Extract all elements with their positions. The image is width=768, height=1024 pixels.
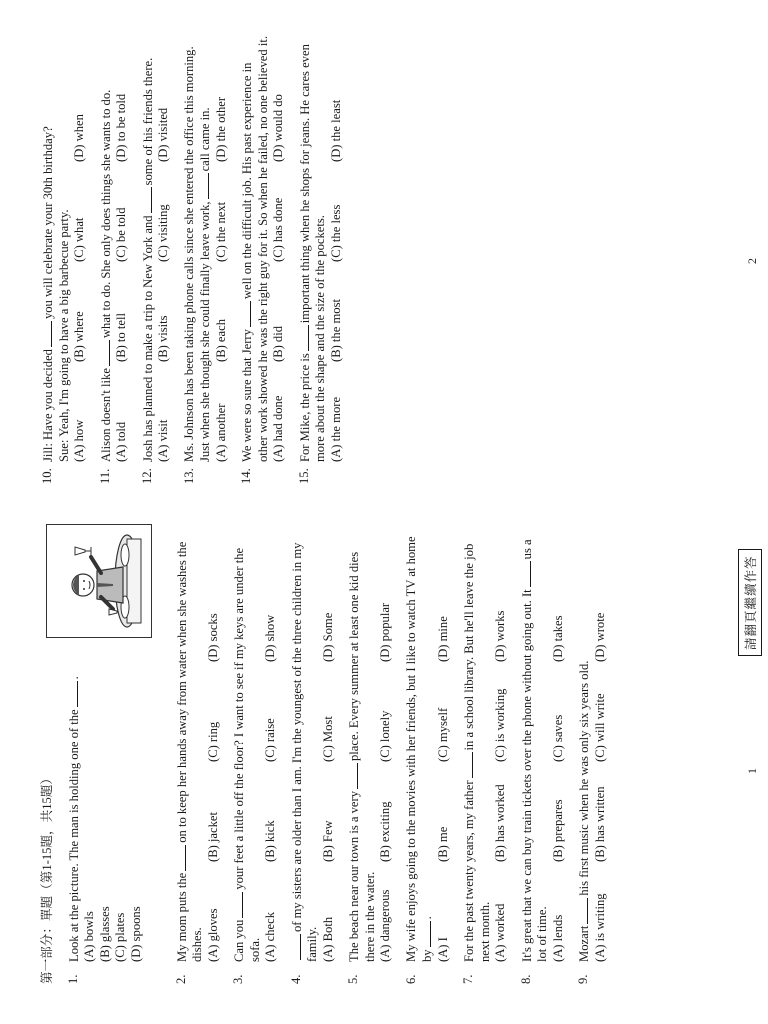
option-c: (C) saves — [550, 714, 565, 762]
question-text-a: Alison doesn't like — [98, 368, 113, 462]
page-number-left: 1 — [745, 768, 759, 774]
answer-blank — [297, 325, 309, 351]
answer-options — [114, 34, 130, 462]
option-a: (A) check — [263, 912, 277, 962]
question-7 — [461, 534, 509, 984]
question-text-a: Jill: Have you decided — [41, 349, 55, 462]
waiter-drawing-icon — [47, 525, 151, 637]
option-c: (C) raise — [263, 718, 277, 762]
answer-blank — [289, 934, 301, 960]
answer-blank — [66, 681, 78, 707]
option-d: (D) the other — [213, 96, 228, 162]
option-d: (D) to be told — [114, 93, 128, 162]
answer-options — [551, 534, 567, 962]
right-column — [40, 34, 354, 484]
question-text-a: It's great that we can buy train tickets over the phone without going out. It — [519, 589, 534, 962]
question-13 — [182, 34, 230, 484]
question-5 — [346, 534, 394, 984]
question-text-b: us a lot of time. — [519, 539, 549, 962]
question-11 — [98, 34, 130, 484]
question-text — [140, 34, 157, 462]
option-b: (B) Few — [320, 820, 335, 862]
option-b: (B) prepares — [550, 799, 565, 862]
option-a: (A) is writing — [592, 893, 607, 962]
question-text-b: in a school library. But he'll leave the job next month. — [462, 543, 492, 962]
option-a: (A) the more — [328, 396, 343, 462]
question-number: 8. — [518, 974, 533, 984]
answer-blank — [40, 321, 52, 347]
option-b: (B) the most — [328, 299, 343, 362]
question-text-b: . — [420, 916, 434, 920]
question-number: 12. — [139, 468, 154, 484]
question-text-a: For Mike, the price is — [297, 353, 312, 462]
answer-blank — [419, 921, 431, 947]
question-number: 15. — [296, 468, 311, 484]
option-d: (D) socks — [205, 613, 220, 662]
question-text-b: of my sisters are older than I am. I'm the youngest of the three children in my family. — [289, 542, 319, 962]
option-b: (B) glasses — [97, 906, 112, 962]
question-9 — [576, 534, 608, 984]
option-a: (A) I — [435, 937, 450, 962]
option-c: (C) has done — [271, 197, 285, 262]
option-b: (B) to tell — [114, 313, 128, 362]
question-text-b: you will celebrate your 30th birthday? — [41, 126, 55, 320]
question-text — [98, 34, 115, 462]
option-c: (C) will write — [592, 693, 607, 762]
answer-blank — [174, 845, 186, 871]
option-b: (B) has worked — [493, 784, 507, 862]
question-text — [40, 34, 57, 462]
question-text — [346, 534, 378, 962]
question-number: 2. — [173, 974, 188, 984]
question-text-b: what to do. She only does things she wants to do. — [98, 89, 113, 339]
answer-options — [72, 34, 88, 462]
question-6 — [404, 534, 452, 984]
answer-options — [593, 534, 609, 962]
answer-options — [378, 534, 394, 962]
option-d: (D) Some — [320, 612, 335, 662]
question-2 — [174, 534, 222, 984]
question-text-b: call came in. — [198, 107, 212, 172]
answer-blank — [346, 763, 358, 789]
option-d: (D) wrote — [592, 612, 607, 662]
question-text — [289, 534, 321, 962]
question-text-b: his first music when he was only six years old. — [577, 660, 591, 896]
question-text — [174, 534, 206, 962]
question-text — [239, 34, 271, 462]
option-d: (D) mine — [435, 616, 450, 662]
option-c: (C) be told — [114, 207, 128, 262]
question-4 — [289, 534, 337, 984]
question-text-a: Look at the picture. The man is holding one of the — [66, 709, 81, 962]
page-number-right: 2 — [745, 258, 759, 264]
question-text — [404, 534, 436, 962]
question-number: 4. — [288, 974, 303, 984]
answer-blank — [140, 187, 152, 213]
answer-options — [263, 534, 279, 962]
question-text-a: Can you — [232, 919, 246, 962]
question-3 — [231, 534, 279, 984]
question-15 — [297, 34, 345, 484]
option-a: (A) gloves — [205, 908, 220, 962]
option-a: (A) worked — [493, 903, 507, 962]
option-a: (A) how — [72, 419, 86, 462]
question-text — [297, 34, 329, 462]
left-column — [40, 534, 618, 984]
option-d: (D) show — [263, 614, 277, 662]
option-c: (C) is working — [493, 688, 507, 762]
option-d: (D) popular — [378, 602, 392, 662]
turn-page-notice: 請翻頁繼續作答 — [738, 549, 762, 656]
answer-options — [214, 34, 230, 462]
answer-options — [321, 534, 337, 962]
answer-blank — [197, 173, 209, 199]
option-c: (C) the less — [328, 204, 343, 262]
question-text — [461, 534, 493, 962]
question-text-b: well on the difficult job. His past experience in other work showed he was the right guy for it. So when he failed, no one believed it. — [240, 36, 270, 462]
option-d: (D) spoons — [128, 906, 143, 962]
option-c: (C) ring — [205, 721, 220, 762]
answer-options — [206, 534, 222, 962]
question-text-a: Mozart — [577, 925, 591, 962]
question-text-a: For the past twenty years, my father — [462, 780, 476, 962]
option-a: (A) lends — [550, 914, 565, 962]
question-text — [182, 34, 214, 462]
answer-blank — [576, 898, 588, 924]
option-d: (D) when — [72, 114, 86, 162]
question-14 — [239, 34, 287, 484]
answer-options — [156, 34, 172, 462]
answer-blank — [461, 752, 473, 778]
question-text-a: The beach near our town is a very — [347, 791, 361, 962]
question-number: 7. — [461, 974, 475, 984]
question-number: 13. — [181, 468, 196, 484]
question-number: 9. — [576, 974, 590, 984]
question-number: 10. — [40, 468, 54, 484]
question-8 — [519, 534, 567, 984]
question-text-a: Josh has planned to make a trip to New York and — [140, 215, 155, 462]
question-text-a: Ms. Johnson has been taking phone calls since she entered the office this morning. Just when she thought she could finally leave work, — [181, 46, 212, 462]
answer-options — [271, 34, 287, 462]
option-a: (A) Both — [320, 916, 335, 962]
question-text — [231, 534, 263, 962]
option-c: (C) Most — [320, 716, 335, 762]
option-c: (C) what — [72, 217, 86, 262]
option-b: (B) did — [271, 325, 285, 362]
option-a: (A) bowls — [82, 911, 96, 962]
option-c: (C) myself — [435, 707, 450, 762]
question-text-b: . — [66, 676, 81, 680]
question-number: 3. — [231, 974, 245, 984]
option-b: (B) where — [72, 311, 86, 362]
question-number: 6. — [403, 974, 418, 984]
option-c: (C) visiting — [156, 204, 170, 262]
option-a: (A) had done — [271, 395, 285, 462]
question-text-b: place. Every summer at least one kid dies there in the water. — [347, 551, 377, 962]
option-d: (D) works — [493, 610, 507, 662]
answer-blank — [239, 301, 251, 327]
option-b: (B) has written — [592, 786, 607, 862]
option-b: (B) me — [435, 826, 450, 862]
question-text-b: some of his friends there. — [140, 57, 155, 186]
answer-options — [436, 534, 452, 962]
question-text — [519, 534, 551, 962]
option-b: (B) exciting — [378, 801, 392, 862]
answer-blank — [98, 340, 110, 366]
waiter-illustration — [46, 524, 152, 638]
answer-blank — [231, 892, 243, 918]
question-text-b: on to keep her hands away from water when she washes the dishes. — [174, 541, 204, 962]
option-d: (D) the least — [328, 99, 343, 162]
option-c: (C) lonely — [378, 710, 392, 762]
question-number: 14. — [239, 468, 253, 484]
option-c: (C) plates — [113, 912, 127, 962]
answer-blank — [519, 561, 531, 587]
question-text — [576, 534, 593, 962]
option-a: (A) told — [114, 421, 128, 462]
option-b: (B) jacket — [205, 812, 220, 862]
question-1 — [66, 534, 164, 984]
option-b: (B) visits — [156, 315, 170, 362]
option-a: (A) dangerous — [378, 889, 392, 962]
option-b: (B) kick — [263, 820, 277, 862]
question-10 — [40, 34, 88, 484]
question-text-b: your feet a little off the floor? I want to see if my keys are under the sofa. — [232, 547, 262, 962]
answer-options — [493, 534, 509, 962]
option-b: (B) each — [213, 318, 228, 362]
question-number: 1. — [65, 974, 80, 984]
question-text-b: important thing when he shops for jeans. He cares even more about the shape and the size of the pockets. — [297, 44, 327, 462]
option-c: (C) the next — [213, 201, 228, 262]
question-text-a: My wife enjoys going to the movies with her friends, but I like to watch TV at home by — [403, 536, 434, 962]
question-number: 11. — [97, 468, 112, 484]
section-title: 第一部分：單題（第1-15題，共15題） — [40, 772, 54, 984]
option-d: (D) takes — [550, 615, 565, 662]
option-d: (D) visited — [156, 107, 170, 162]
question-12 — [140, 34, 172, 484]
question-text-a: We were so sure that Jerry — [240, 329, 254, 462]
dialogue-line: Sue: Yeah, I'm going to have a big barbecue party. — [56, 209, 71, 462]
option-a: (A) another — [213, 403, 228, 462]
question-text-a: My mom puts the — [174, 872, 189, 962]
option-a: (A) visit — [156, 419, 170, 462]
answer-options — [329, 34, 345, 462]
option-d: (D) would do — [271, 94, 285, 162]
question-number: 5. — [346, 974, 360, 984]
